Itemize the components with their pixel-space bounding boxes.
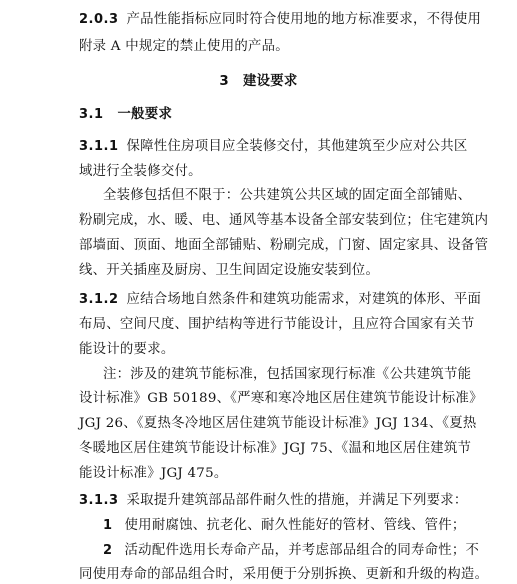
clause-3-1-1-para2-line-1: 全装修包括但不限于：公共建筑公共区域的固定面全部铺贴、 (103, 188, 472, 203)
clause-3-1-2-note-line-4: 冬暖地区居住建筑节能设计标准》JGJ 75、《温和地区居住建筑节 (79, 441, 472, 456)
clause-2-0-3-line-2: 附录 A 中规定的禁止使用的产品。 (79, 39, 289, 54)
chapter-title: 建设要求 (243, 73, 298, 89)
clause-3-1-3-item-1 (103, 517, 466, 535)
clause-3-1-1-para2-line-2: 粉刷完成，水、暖、电、通风等基本设备全部安装到位；住宅建筑内 (79, 213, 489, 228)
item-text: 使用耐腐蚀、抗老化、耐久性能好的管材、管线、管件； (124, 518, 466, 533)
clause-3-1-2-note-line-5: 能设计标准》JGJ 475。 (79, 466, 228, 481)
section-number: 3.1 (79, 107, 104, 122)
clause-3-1-1-line-2: 域进行全装修交付。 (79, 164, 202, 179)
clause-number: 3.1.2 (79, 292, 119, 307)
clause-3-1-2-line-3: 能设计的要求。 (79, 342, 175, 357)
item-text: 活动配件选用长寿命产品，并考虑部品组合的同寿命性；不 (124, 543, 480, 558)
clause-3-1-2-line-2: 布局、空间尺度、围护结构等进行节能设计，且应符合国家有关节 (79, 317, 475, 332)
clause-3-1-3-item-2-line-2: 同使用寿命的部品组合时，采用便于分别拆换、更新和升级的构造。 (79, 567, 489, 582)
clause-3-1-3-item-2-line-1 (103, 542, 479, 560)
clause-text: 采取提升建筑部品部件耐久性的措施，并满足下列要求： (126, 493, 468, 508)
clause-3-1-2-note-line-3: JGJ 26、《夏热冬冷地区居住建筑节能设计标准》JGJ 134、《夏热 (79, 416, 477, 431)
section-heading (79, 105, 172, 124)
clause-number: 3.1.1 (79, 139, 119, 154)
item-number: 2 (103, 543, 113, 558)
clause-3-1-3-line-1 (79, 492, 468, 510)
clause-3-1-1-line-1 (79, 138, 468, 156)
clause-3-1-2-line-1 (79, 291, 481, 309)
clause-3-1-1-para2-line-3: 部墙面、顶面、地面全部铺贴、粉刷完成，门窗、固定家具、设备管 (79, 238, 489, 253)
clause-3-1-2-note-line-1: 注：涉及的建筑节能标准，包括国家现行标准《公共建筑节能 (103, 367, 472, 382)
clause-number: 2.0.3 (79, 12, 119, 27)
chapter-number: 3 (219, 74, 229, 89)
clause-3-1-2-note-line-2: 设计标准》GB 50189、《严寒和寒冷地区居住建筑节能设计标准》 (79, 391, 483, 406)
clause-number: 3.1.3 (79, 493, 119, 508)
clause-text: 保障性住房项目应全装修交付，其他建筑至少应对公共区 (126, 139, 468, 154)
section-title: 一般要求 (117, 106, 173, 122)
clause-3-1-1-para2-line-4: 线、开关插座及厨房、卫生间固定设施安装到位。 (79, 263, 380, 278)
clause-2-0-3-line-1 (79, 11, 481, 29)
chapter-heading (0, 72, 517, 91)
clause-text: 产品性能指标应同时符合使用地的地方标准要求，不得使用 (126, 12, 482, 27)
item-number: 1 (103, 518, 113, 533)
clause-text: 应结合场地自然条件和建筑功能需求，对建筑的体形、平面 (126, 292, 482, 307)
